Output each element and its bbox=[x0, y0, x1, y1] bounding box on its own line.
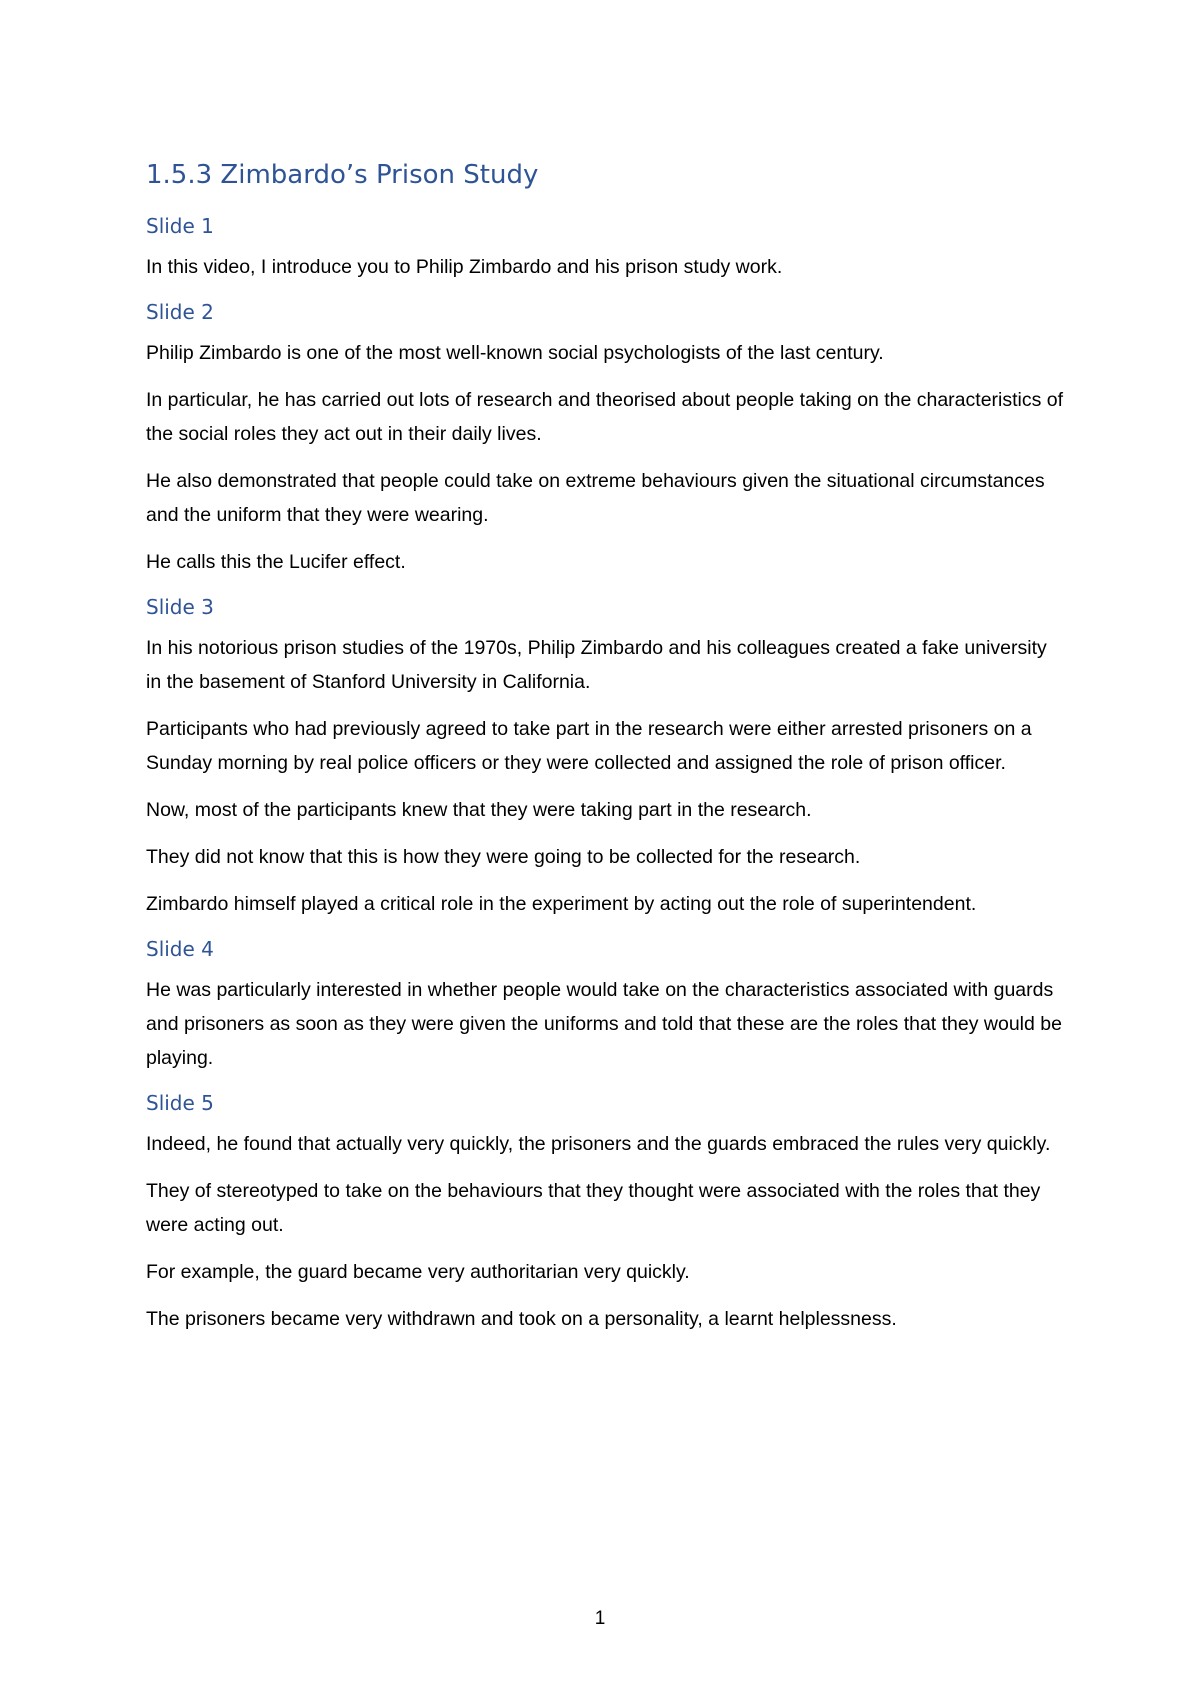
section-slide-1 bbox=[146, 212, 1066, 284]
section-slide-3 bbox=[146, 593, 1066, 921]
paragraph: Philip Zimbardo is one of the most well-known social psychologists of the last century. bbox=[146, 342, 884, 364]
paragraph: They did not know that this is how they were going to be collected for the research. bbox=[146, 846, 861, 868]
slide-heading: Slide 4 bbox=[146, 937, 214, 961]
slide-heading: Slide 2 bbox=[146, 300, 214, 324]
paragraph: He also demonstrated that people could take on extreme behaviours given the situational circumstances and the uniform that they were wearing. bbox=[146, 470, 1045, 526]
paragraph: In his notorious prison studies of the 1970s, Philip Zimbardo and his colleagues created a fake university in the basement of Stanford University in California. bbox=[146, 637, 1047, 693]
section-slide-2 bbox=[146, 298, 1066, 579]
paragraph: They of stereotyped to take on the behaviours that they thought were associated with the roles that they were acting out. bbox=[146, 1180, 1041, 1236]
slide-heading: Slide 5 bbox=[146, 1091, 214, 1115]
paragraph: Zimbardo himself played a critical role in the experiment by acting out the role of superintendent. bbox=[146, 893, 977, 915]
paragraph: Participants who had previously agreed to take part in the research were either arrested prisoners on a Sunday morning by real police officers or they were collected and assigned the role of prison officer. bbox=[146, 718, 1032, 774]
paragraph: In particular, he has carried out lots of research and theorised about people taking on the characteristics of the social roles they act out in their daily lives. bbox=[146, 389, 1064, 445]
paragraph: In this video, I introduce you to Philip Zimbardo and his prison study work. bbox=[146, 256, 783, 278]
paragraph: The prisoners became very withdrawn and took on a personality, a learnt helplessness. bbox=[146, 1308, 897, 1330]
section-slide-4 bbox=[146, 935, 1066, 1075]
paragraph: For example, the guard became very authoritarian very quickly. bbox=[146, 1261, 690, 1283]
paragraph: He calls this the Lucifer effect. bbox=[146, 551, 406, 573]
paragraph: Indeed, he found that actually very quickly, the prisoners and the guards embraced the rules very quickly. bbox=[146, 1133, 1051, 1155]
page-number: 1 bbox=[594, 1608, 606, 1629]
page-title: 1.5.3 Zimbardo’s Prison Study bbox=[146, 160, 539, 190]
document-body bbox=[146, 158, 1066, 1349]
slide-heading: Slide 3 bbox=[146, 595, 214, 619]
paragraph: Now, most of the participants knew that they were taking part in the research. bbox=[146, 799, 812, 821]
paragraph: He was particularly interested in whether people would take on the characteristics associated with guards and prisoners as soon as they were given the uniforms and told that these are the roles that they would be playing. bbox=[146, 979, 1062, 1069]
section-slide-5 bbox=[146, 1089, 1066, 1336]
slide-heading: Slide 1 bbox=[146, 214, 214, 238]
